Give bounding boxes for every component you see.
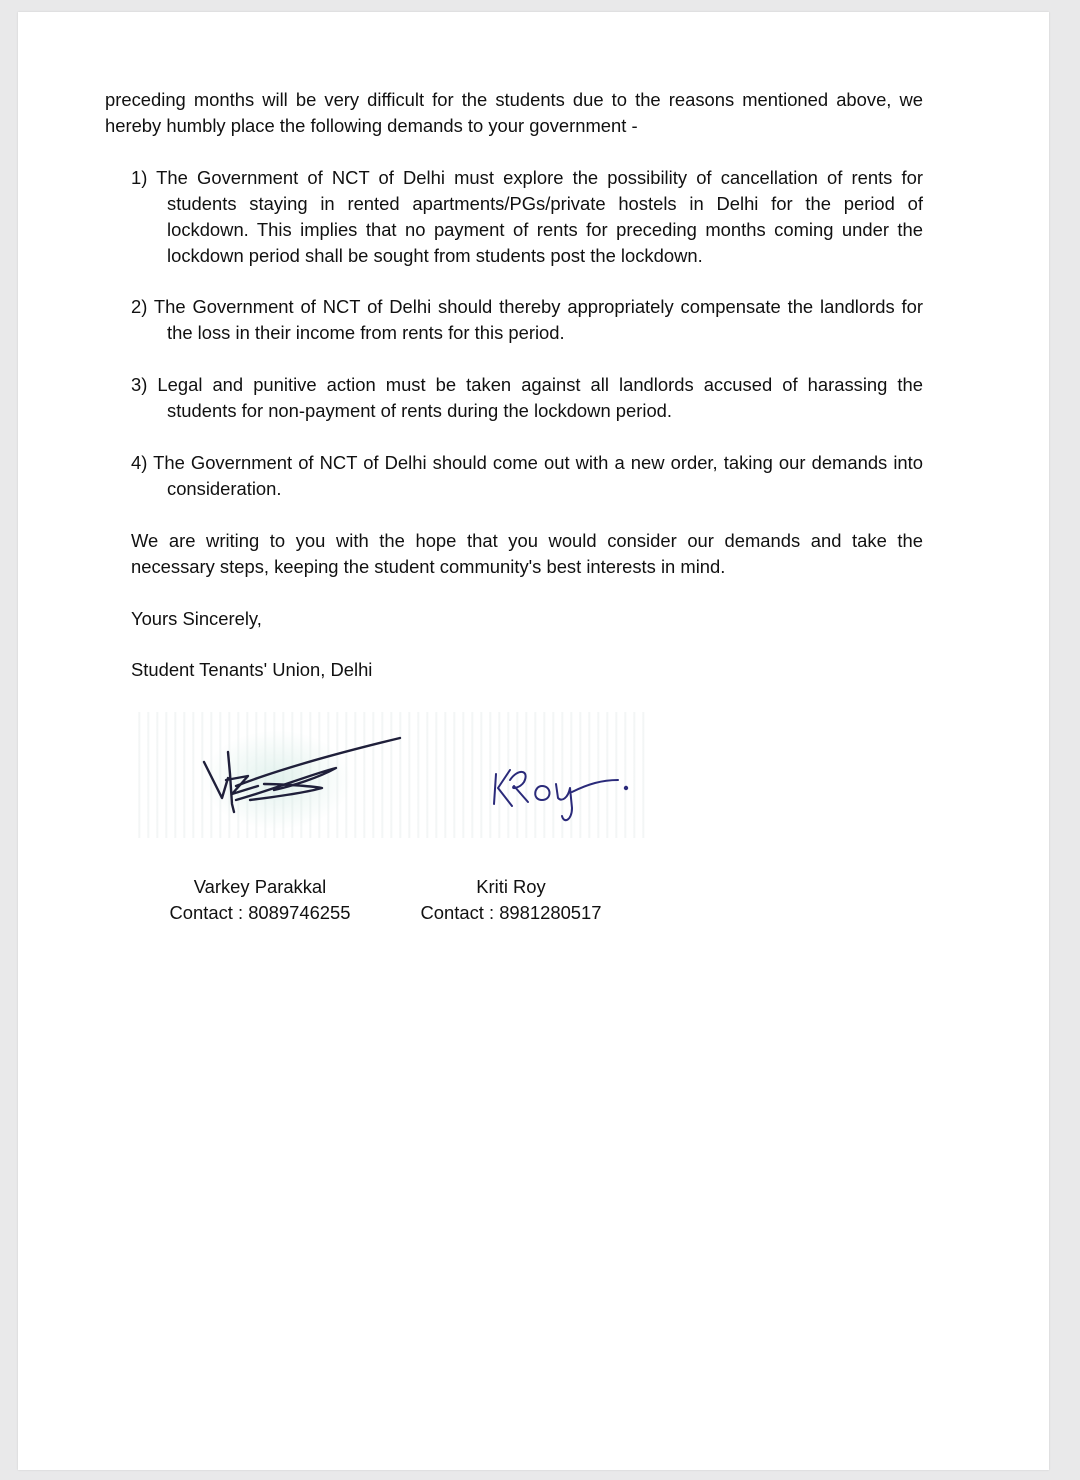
signature-varkey: [204, 738, 400, 812]
signatory-name: Varkey Parakkal: [193, 876, 327, 897]
closing-paragraph: We are writing to you with the hope that you would consider our demands and take the necessary steps, keeping the student community's best interests in mind.: [131, 530, 923, 577]
document-page: [18, 12, 1049, 1470]
demand-item-1: 1) The Government of NCT of Delhi must explore the possibility of cancellation of rents for students staying in rented apartments/PGs/private hostels in Delhi for the period of lockdown. This implies that no payment of rents for preceding months coming under the lockdown period shall be sought from students post the lockdown.: [131, 167, 923, 266]
signatures-image: [132, 712, 646, 838]
valediction: Yours Sincerely,: [131, 608, 262, 629]
demand-item-4: 4) The Government of NCT of Delhi should come out with a new order, taking our demands into consideration.: [131, 452, 923, 499]
demand-item-2: 2) The Government of NCT of Delhi should thereby appropriately compensate the landlords for the loss in their income from rents for this period.: [131, 296, 923, 343]
signatory-contact: Contact : 8089746255: [169, 902, 351, 923]
signatory-varkey: [160, 874, 360, 926]
lead-paragraph: preceding months will be very difficult for the students due to the reasons mentioned above, we hereby humbly place the following demands to your government -: [105, 89, 923, 136]
organisation-name: Student Tenants' Union, Delhi: [131, 659, 373, 680]
demand-item-3: 3) Legal and punitive action must be taken against all landlords accused of harassing the students for non-payment of rents during the lockdown period.: [131, 374, 923, 421]
signatory-contact: Contact : 8981280517: [420, 902, 602, 923]
signature-scan-area: [132, 712, 646, 838]
signatory-kriti: [410, 874, 612, 926]
signature-kroy: [494, 770, 627, 820]
signatory-name: Kriti Roy: [476, 876, 546, 897]
